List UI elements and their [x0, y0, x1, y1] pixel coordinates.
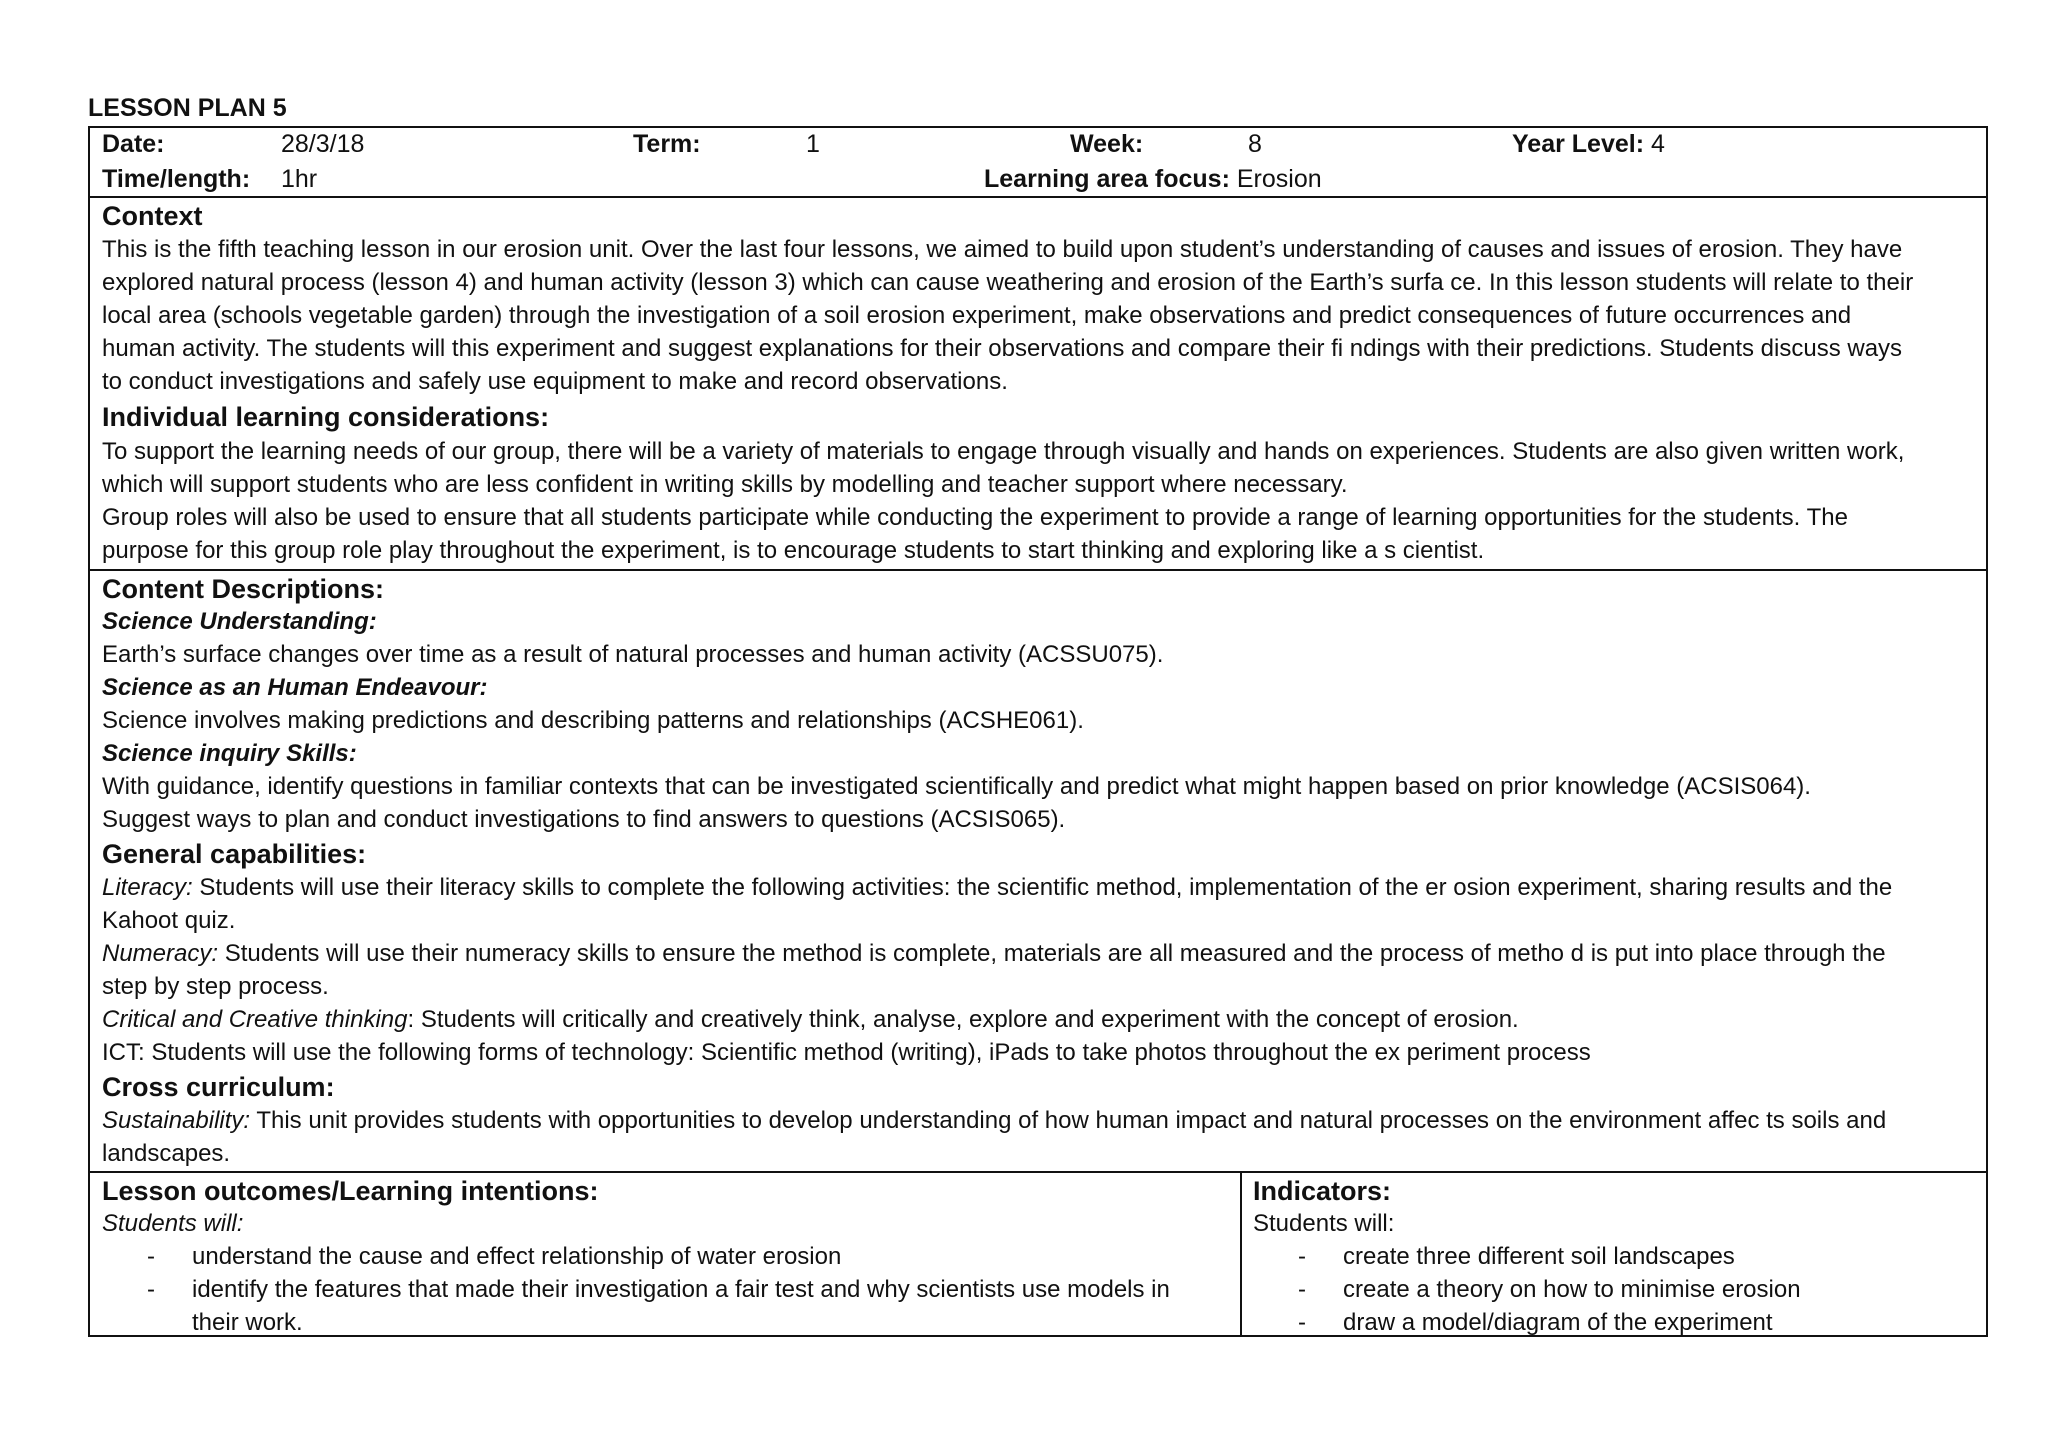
science-understanding-text: Earth’s surface changes over time as a result of natural processes and human activity (ACSSU075).	[102, 641, 1164, 668]
literacy-label: Literacy:	[102, 874, 193, 901]
list-bullet: -	[1298, 1276, 1306, 1303]
sustainability-text	[102, 1104, 1886, 1137]
indicator-item: create three different soil landscapes	[1343, 1243, 1735, 1270]
week-label: Week:	[1070, 130, 1144, 158]
divider	[90, 196, 1986, 198]
critical-creative-text-part: : Students will critically and creatively think, analyse, explore and experiment with the concept of erosion.	[407, 1006, 1519, 1033]
science-understanding-label: Science Understanding:	[102, 608, 377, 635]
science-inquiry-skills-label: Science inquiry Skills:	[102, 740, 357, 767]
indicators-heading: Indicators:	[1253, 1176, 1392, 1206]
individual-line: To support the learning needs of our group, there will be a variety of materials to engage through visually and hands on experiences. Students are also given written work,	[102, 438, 1905, 465]
list-bullet: -	[147, 1276, 155, 1303]
science-human-endeavour-text: Science involves making predictions and describing patterns and relationships (ACSHE061).	[102, 707, 1084, 734]
week-value: 8	[1248, 130, 1262, 158]
date-value: 28/3/18	[281, 130, 365, 158]
divider	[90, 1171, 1986, 1173]
term-value: 1	[806, 130, 820, 158]
year-level	[1512, 128, 1665, 161]
year-level-value: 4	[1650, 130, 1665, 158]
context-line: This is the fifth teaching lesson in our erosion unit. Over the last four lessons, we aimed to build upon student’s understanding of causes and issues of erosion. They have	[102, 236, 1903, 263]
list-bullet: -	[147, 1243, 155, 1270]
cross-curriculum-heading: Cross curriculum:	[102, 1072, 335, 1102]
sustainability-text-part: This unit provides students with opportunities to develop understanding of how human impact and natural processes on the environment affec ts soils and	[250, 1107, 1887, 1134]
literacy-text-part: Students will use their literacy skills to complete the following activities: the scientific method, implementation of the er osion experiment, sharing results and the	[192, 874, 1893, 901]
year-level-label: Year Level:	[1512, 130, 1645, 158]
sustainability-text: landscapes.	[102, 1140, 231, 1167]
lesson-outcomes-heading: Lesson outcomes/Learning intentions:	[102, 1176, 599, 1206]
context-line: human activity. The students will this experiment and suggest explanations for their observations and compare their fi ndings with their predictions. Students discuss ways	[102, 335, 1903, 362]
general-capabilities-heading: General capabilities:	[102, 839, 367, 869]
content-descriptions-heading: Content Descriptions:	[102, 574, 385, 604]
critical-creative-label: Critical and Creative thinking	[102, 1006, 408, 1033]
science-inquiry-skills-text: With guidance, identify questions in familiar contexts that can be investigated scientifically and predict what might happen based on prior knowledge (ACSIS064).	[102, 773, 1811, 800]
list-bullet: -	[1298, 1243, 1306, 1270]
sustainability-label: Sustainability:	[102, 1107, 251, 1134]
science-human-endeavour-label: Science as an Human Endeavour:	[102, 674, 488, 701]
context-heading: Context	[102, 201, 203, 231]
term-label: Term:	[633, 130, 701, 158]
list-bullet: -	[1298, 1309, 1306, 1336]
page-title: LESSON PLAN 5	[88, 94, 287, 122]
context-line: to conduct investigations and safely use equipment to make and record observations.	[102, 368, 1008, 395]
context-line: explored natural process (lesson 4) and human activity (lesson 3) which can cause weathering and erosion of the Earth’s surfa ce. In this lesson students will relate to their	[102, 269, 1914, 296]
context-line: local area (schools vegetable garden) through the investigation of a soil erosion experiment, make observations and predict consequences of future occurrences and	[102, 302, 1852, 329]
indicator-item: draw a model/diagram of the experiment	[1343, 1309, 1773, 1336]
literacy-text: Kahoot quiz.	[102, 907, 236, 934]
individual-line: which will support students who are less confident in writing skills by modelling and teacher support where necessary.	[102, 471, 1348, 498]
learning-area-focus	[984, 163, 1322, 196]
outcome-item: understand the cause and effect relationship of water erosion	[192, 1243, 842, 1270]
outcome-item: identify the features that made their investigation a fair test and why scientists use models in	[192, 1276, 1170, 1303]
column-divider	[1240, 1171, 1242, 1337]
numeracy-text: step by step process.	[102, 973, 329, 1000]
individual-line: Group roles will also be used to ensure that all students participate while conducting the experiment to provide a range of learning opportunities for the students. The	[102, 504, 1848, 531]
numeracy-text	[102, 937, 1886, 970]
numeracy-text-part: Students will use their numeracy skills to ensure the method is complete, materials are all measured and the process of metho d is put into place through the	[218, 940, 1886, 967]
learning-area-focus-label: Learning area focus:	[984, 165, 1230, 193]
individual-line: purpose for this group role play throughout the experiment, is to encourage students to start thinking and exploring like a s cientist.	[102, 537, 1485, 564]
numeracy-label: Numeracy:	[102, 940, 219, 967]
individual-heading: Individual learning considerations:	[102, 402, 550, 432]
indicator-item: create a theory on how to minimise erosion	[1343, 1276, 1801, 1303]
literacy-text	[102, 871, 1892, 904]
critical-creative-text	[102, 1003, 1519, 1036]
time-length-value: 1hr	[281, 165, 318, 193]
indicators-intro: Students will:	[1253, 1210, 1395, 1237]
outcome-item: their work.	[192, 1309, 303, 1336]
science-inquiry-skills-text: Suggest ways to plan and conduct investigations to find answers to questions (ACSIS065).	[102, 806, 1066, 833]
time-length-label: Time/length:	[102, 165, 251, 193]
divider	[90, 569, 1986, 571]
lesson-plan-table	[88, 126, 1988, 1337]
date-label: Date:	[102, 130, 165, 158]
ict-text: ICT: Students will use the following forms of technology: Scientific method (writing), iPads to take photos throughout the ex periment process	[102, 1039, 1591, 1066]
outcomes-intro: Students will:	[102, 1210, 244, 1237]
learning-area-focus-value: Erosion	[1236, 165, 1322, 193]
